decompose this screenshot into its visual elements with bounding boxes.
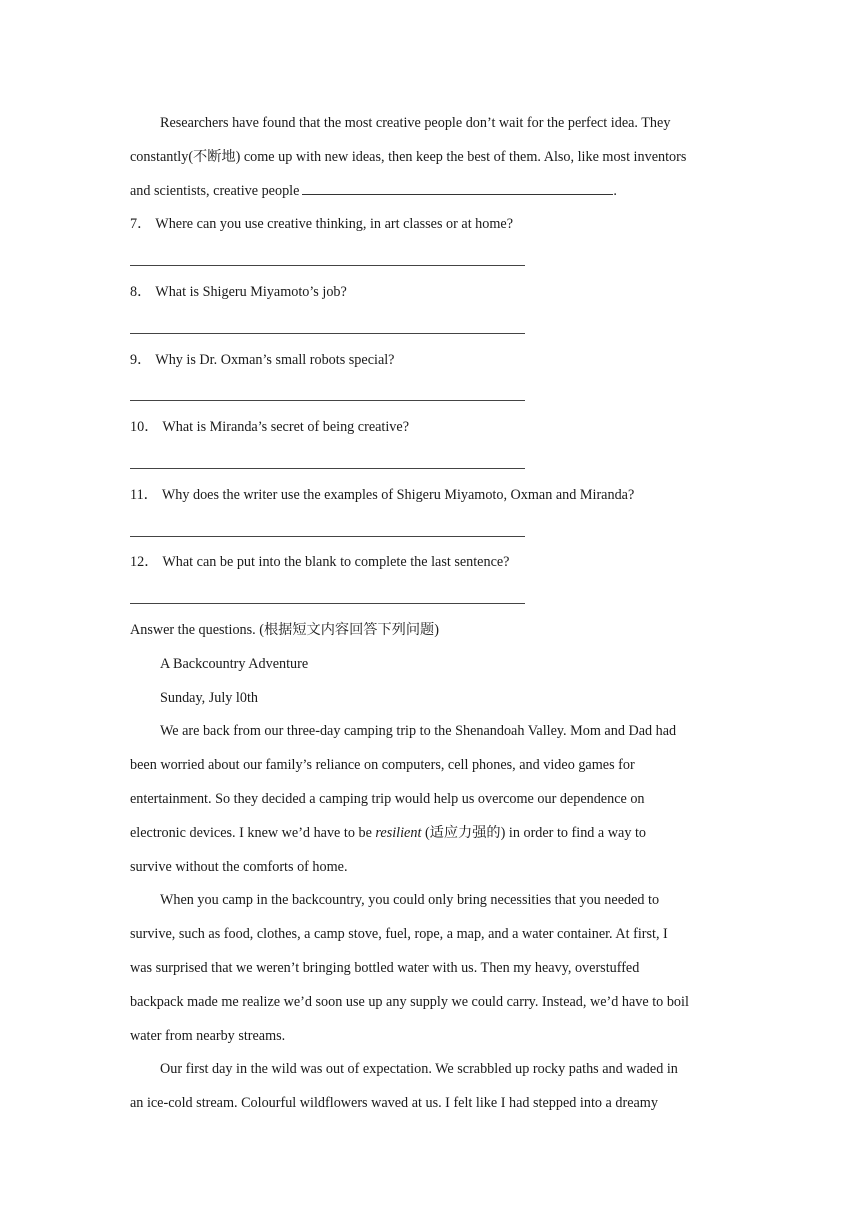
document-page: [130, 110, 730, 1124]
passage-text: and scientists, creative people: [130, 182, 300, 199]
passage-title: A Backcountry Adventure: [160, 655, 309, 672]
question-number: 7．: [130, 216, 152, 233]
question-text: What is Shigeru Miyamoto’s job?: [155, 283, 347, 300]
question-number: 12．: [130, 554, 159, 571]
answer-line-7[interactable]: [130, 245, 730, 279]
passage-text: .: [613, 182, 617, 199]
fill-in-blank[interactable]: [302, 181, 613, 195]
passage-line: entertainment. So they decided a camping trip would help us overcome our dependence on: [130, 790, 645, 807]
passage-line: constantly(不断地) come up with new ideas, then keep the best of them. Also, like most inventors: [130, 148, 687, 165]
question-text: Where can you use creative thinking, in art classes or at home?: [155, 216, 513, 233]
question-8: [130, 279, 730, 313]
question-11: [130, 482, 730, 516]
answer-line-11[interactable]: [130, 516, 730, 550]
question-10: [130, 414, 730, 448]
passage-line: survive, such as food, clothes, a camp stove, fuel, rope, a map, and a water container. At first, I: [130, 926, 668, 943]
passage-line: survive without the comforts of home.: [130, 858, 348, 875]
passage-text: electronic devices. I knew we’d have to be: [130, 824, 372, 841]
passage-line: [130, 820, 730, 854]
passage-line: When you camp in the backcountry, you could only bring necessities that you needed to: [160, 892, 660, 909]
question-number: 8．: [130, 283, 152, 300]
passage-line: an ice-cold stream. Colourful wildflowers waved at us. I felt like I had stepped into a dreamy: [130, 1095, 658, 1112]
passage-line: been worried about our family’s reliance on computers, cell phones, and video games for: [130, 757, 635, 774]
answer-line-9[interactable]: [130, 380, 730, 414]
question-number: 11．: [130, 486, 158, 503]
question-text: What is Miranda’s secret of being creative?: [162, 419, 409, 436]
question-7: [130, 211, 730, 245]
answer-line-8[interactable]: [130, 313, 730, 347]
section-instruction: Answer the questions. (根据短文内容回答下列问题): [130, 621, 439, 638]
passage-line: was surprised that we weren’t bringing bottled water with us. Then my heavy, overstuffed: [130, 959, 640, 976]
answer-line-12[interactable]: [130, 583, 730, 617]
passage-line: water from nearby streams.: [130, 1027, 286, 1044]
question-number: 10．: [130, 419, 159, 436]
question-text: Why is Dr. Oxman’s small robots special?: [155, 351, 395, 368]
passage-line: backpack made me realize we’d soon use up any supply we could carry. Instead, we’d have to boil: [130, 993, 689, 1010]
question-text: Why does the writer use the examples of Shigeru Miyamoto, Oxman and Miranda?: [161, 486, 635, 503]
passage-date: Sunday, July l0th: [160, 689, 259, 706]
passage-text: (适应力强的) in order to find a way to: [424, 824, 646, 841]
passage-line: Our first day in the wild was out of expectation. We scrabbled up rocky paths and waded in: [160, 1061, 678, 1078]
question-12: [130, 549, 730, 583]
answer-line-10[interactable]: [130, 448, 730, 482]
question-number: 9．: [130, 351, 152, 368]
passage-line: Researchers have found that the most creative people don’t wait for the perfect idea. They: [160, 115, 671, 131]
passage-line-with-blank: [130, 178, 730, 212]
italic-word: resilient: [375, 824, 422, 841]
question-9: [130, 347, 730, 381]
passage-line: We are back from our three-day camping trip to the Shenandoah Valley. Mom and Dad had: [160, 723, 677, 740]
question-text: What can be put into the blank to complete the last sentence?: [162, 554, 510, 571]
